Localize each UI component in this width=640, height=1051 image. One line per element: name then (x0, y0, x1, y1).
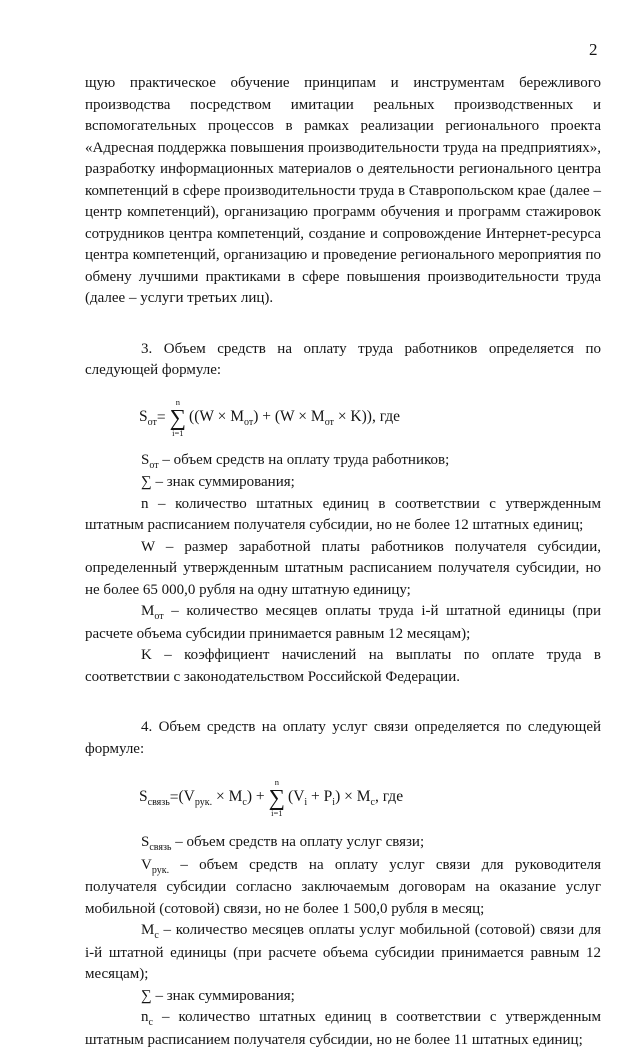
definition-s-svyaz: $S_{связь}$ – объем средств на оплату услуг связи; (141, 834, 425, 853)
definition-m-c: $M_с$ – количество месяцев оплаты услуг мобильной (сотовой) связи для i-й штатной единицы (при расчете объема субсидии принимается равным 12 месяцам); (85, 922, 601, 982)
definition-w: W – размер заработной платы работников получателя субсидии, определенный утвержденным штатным расписанием получателя субсидии, но не более 65 000,0 рубля на одну штатную единицу; (85, 538, 601, 598)
document-body (85, 73, 601, 1051)
page-number: 2 (589, 40, 598, 59)
formula-lhs: $S_{от}$ (139, 407, 157, 428)
definition-n-c: $n_с$ – количество штатных единиц в соответствии с утвержденным штатным расписанием получателя субсидии, но не более 11 штатных единиц; (85, 1009, 601, 1048)
paragraph-4-communication: 4. Объем средств на оплату услуг связи определяется по следующей формуле: (85, 719, 601, 757)
summation-icon: n ∑ i=1 (169, 396, 187, 438)
definition-k: K – коэффициент начислений на выплаты по оплате труда в соответствии с законодательством Российской Федерации. (85, 647, 601, 685)
definition-sigma-2: ∑ – знак суммирования; (141, 987, 295, 1004)
formula-wage-fund: $S_{от}$ = n ∑ i=1 $((W \times M_{от}) + (W \times M_{от} \times K))$, где (139, 396, 401, 438)
formula-lhs: $S_{связь}$ (139, 788, 170, 809)
definition-m-ot: $M_{от}$ – количество месяцев оплаты труда i-й штатной единицы (при расчете объема субсидии принимается равным 12 месяцам); (85, 603, 601, 642)
summation-icon: n ∑ i=1 (268, 777, 286, 818)
formula-part-tail: $(V_i + P_i) \times M_с$, где (288, 788, 404, 809)
formula-communication: $S_{связь}$ = $(V_{рук.} \times M_с)$ + n ∑ i=1 $(V_i + P_i) \times M_с$, где (139, 777, 404, 818)
paragraph-3-wage-fund: 3. Объем средств на оплату труда работников определяется по следующей формуле: (85, 340, 601, 378)
paragraph-services: щую практическое обучение принципам и инструментам бережливого производства посредством имитации реальных производственных и вспомогательных процессов в рамках реализации регионального проекта «Адресная поддержка повышения производительности труда на предприятиях», разработку информационных материалов о деятельности регионального центра компетенций в сфере производительности труда в Ставропольском крае (далее – центр компетенций), организацию программ обучения и программ стажировок сотрудников центра компетенций, создание и сопровождение Интернет-ресурса центра компетенций, организацию и проведение регионального мероприятия по обмену лучшими практиками в сфере повышения производительности труда (далее – услуги третьих лиц). (85, 75, 601, 306)
definition-v-ruk: $V_{рук.}$ – объем средств на оплату услуг связи для руководителя получателя субсидии согласно заключаемым договорам на оказание услуг мобильной (сотовой) связи, но не более 1 500,0 рубля в месяц; (85, 856, 601, 917)
formula-rhs: $((W \times M_{от}) + (W \times M_{от} \times K))$, где (189, 407, 401, 428)
definition-s-ot: $S_{от}$ – объем средств на оплату труда работников; (141, 451, 450, 471)
definition-n: n – количество штатных единиц в соответствии с утвержденным штатным расписанием получателя субсидии, но не более 12 штатных единиц; (85, 495, 601, 533)
definition-sigma: ∑ – знак суммирования; (141, 474, 295, 490)
formula-part-head: $(V_{рук.} \times M_с)$ + (178, 788, 265, 809)
